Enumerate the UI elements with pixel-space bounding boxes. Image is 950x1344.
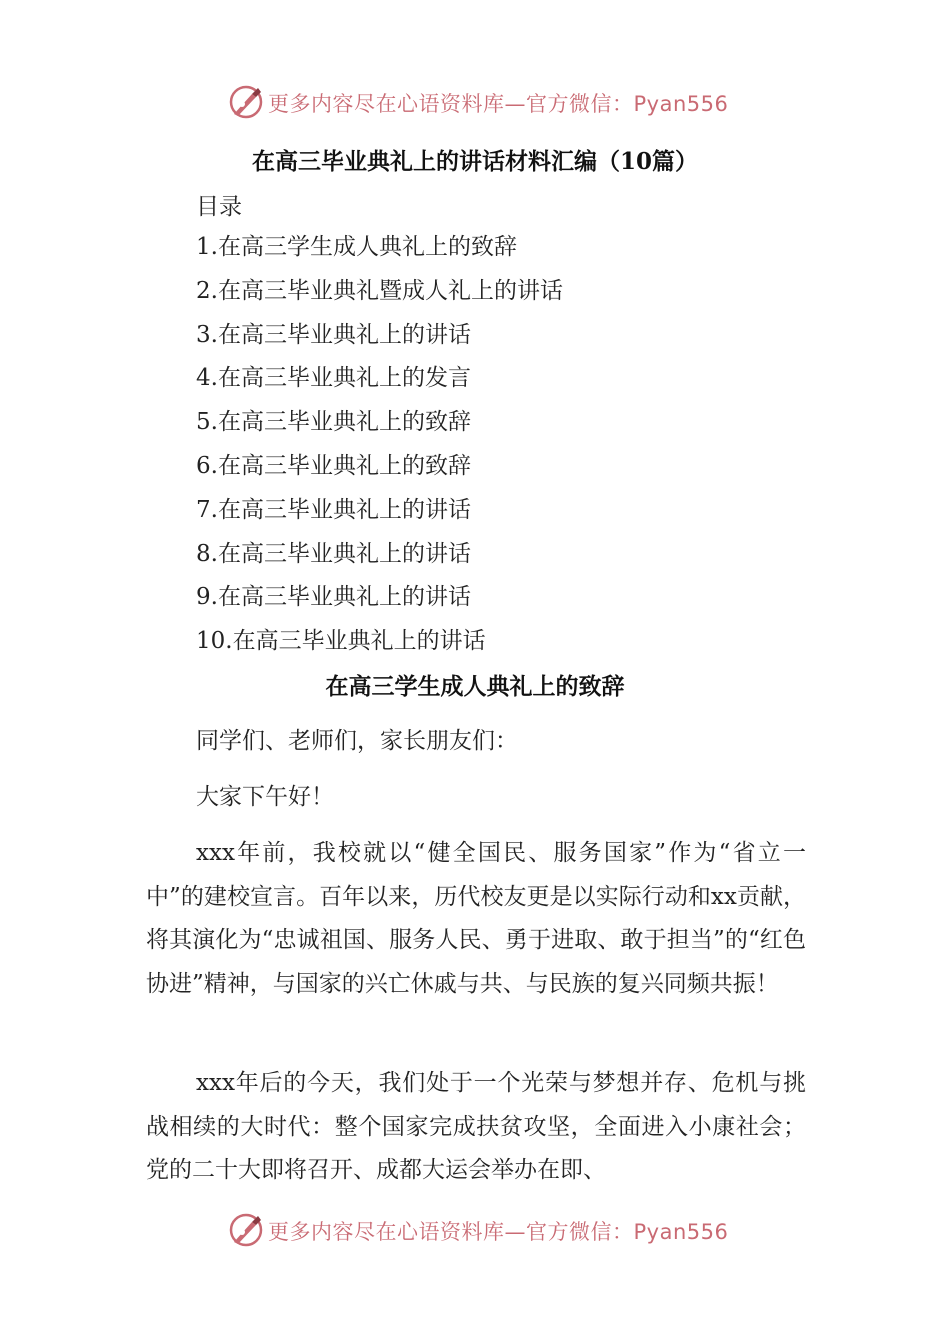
section-title: 在高三学生成人典礼上的致辞 (325, 673, 625, 700)
watermark-text: 更多内容尽在心语资料库—官方微信：Pyan556 (268, 92, 729, 116)
toc-heading: 目录 (196, 194, 242, 220)
toc-item: 2.在高三毕业典礼暨成人礼上的讲话 (196, 277, 563, 304)
toc-item: 5.在高三毕业典礼上的致辞 (196, 409, 471, 436)
greeting-line: 大家下午好！ (196, 784, 334, 810)
pen-logo-icon (228, 84, 264, 120)
toc-item: 6.在高三毕业典礼上的致辞 (196, 452, 471, 479)
toc-item: 8.在高三毕业典礼上的讲话 (196, 540, 471, 567)
toc-item: 4.在高三毕业典礼上的发言 (196, 365, 471, 392)
toc-item: 10.在高三毕业典礼上的讲话 (196, 628, 486, 655)
body-paragraph: xxx年前，我校就以“健全国民、服务国家”作为“省立一中”的建校宣言。百年以来，历代校友更是以实际行动和xx贡献，将其演化为“忠诚祖国、服务人民、勇于进取、敢于担当”的“红色协进”精神，与国家的兴亡休戚与共、与民族的复兴同频共振！ (146, 840, 806, 997)
pen-logo-icon (228, 1212, 264, 1248)
document-title: 在高三毕业典礼上的讲话材料汇编（10篇） (251, 148, 698, 175)
toc-item: 1.在高三学生成人典礼上的致辞 (196, 234, 517, 260)
watermark-text: 更多内容尽在心语资料库—官方微信：Pyan556 (268, 1220, 729, 1244)
toc-item: 7.在高三毕业典礼上的讲话 (196, 496, 471, 523)
toc-item: 3.在高三毕业典礼上的讲话 (196, 321, 471, 348)
table-of-contents (196, 231, 563, 669)
watermark-banner-bottom (0, 1210, 950, 1250)
watermark-banner-top (0, 82, 950, 122)
greeting-line: 同学们、老师们，家长朋友们： (196, 728, 518, 754)
body-paragraph: xxx年后的今天，我们处于一个光荣与梦想并存、危机与挑战相续的大时代：整个国家完成扶贫攻坚，全面进入小康社会；党的二十大即将召开、成都大运会举办在即、 (146, 1070, 806, 1184)
toc-item: 9.在高三毕业典礼上的讲话 (196, 584, 471, 611)
